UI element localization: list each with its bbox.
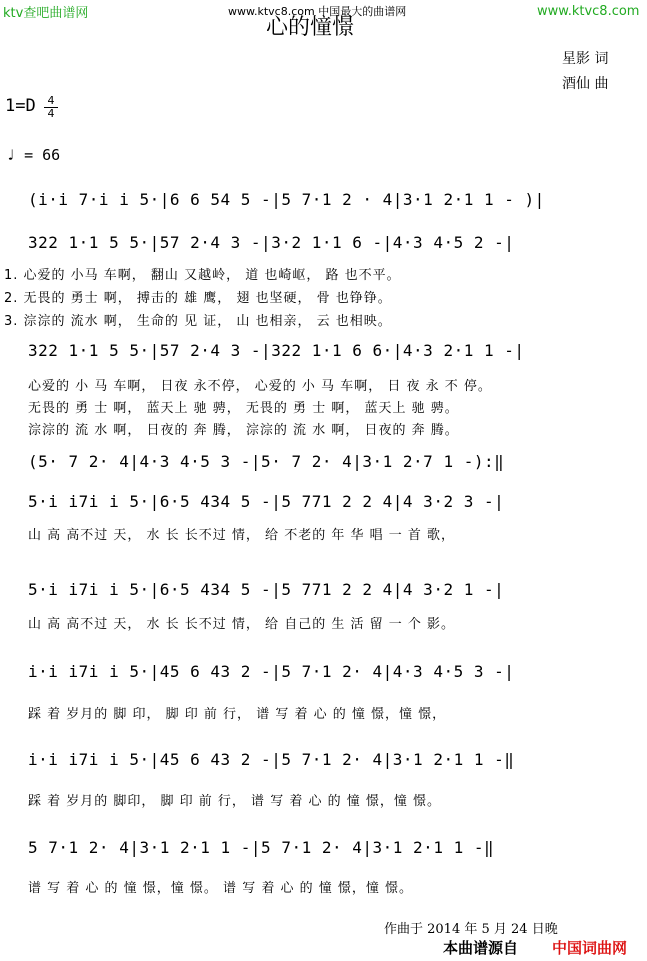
lyric-line: 山 高 高不过 天， 水 长 长不过 情， 给 自己的 生 活 留 一 个 影。 bbox=[28, 617, 455, 632]
source-site-name: 中国词曲网 bbox=[552, 939, 628, 957]
notation-line: 5 7·1 2· 4|3·1 2·1 1 -|5 7·1 2· 4|3·1 2·1 1 -‖ bbox=[28, 838, 495, 857]
lyric-line: 踩 着 岁月的 脚印， 脚 印 前 行， 谱 写 着 心 的 憧 憬，憧 憬。 bbox=[28, 794, 441, 809]
notation-line: i·i i7i i 5·|45 6 43 2 -|5 7·1 2· 4|3·1 2·1 1 -‖ bbox=[28, 750, 515, 769]
quarter-note-icon: ♩ bbox=[6, 146, 16, 164]
lyric-line: 淙淙的 流 水 啊， 日夜的 奔 腾， 淙淙的 流 水 啊， 日夜的 奔 腾。 bbox=[28, 423, 459, 438]
time-signature-bottom: 4 bbox=[47, 107, 55, 120]
header-right-site: www.ktvc8.com bbox=[537, 4, 640, 19]
lyricist-credit: 星影 词 bbox=[562, 51, 609, 67]
lyric-line: 3. 淙淙的 流水 啊， 生命的 见 证， 山 也相亲， 云 也相映。 bbox=[4, 314, 392, 329]
lyric-line: 踩 着 岁月的 脚 印， 脚 印 前 行， 谱 写 着 心 的 憧 憬，憧 憬， bbox=[28, 707, 447, 722]
tempo-mark bbox=[6, 146, 60, 164]
lyric-line: 山 高 高不过 天， 水 长 长不过 情， 给 不老的 年 华 唱 一 首 歌， bbox=[28, 528, 455, 543]
lyric-line: 1. 心爱的 小马 车啊， 翻山 又越岭， 道 也崎岖， 路 也不平。 bbox=[4, 268, 401, 283]
header-left-site: ktv查吧曲谱网 bbox=[3, 6, 89, 21]
source-label: 本曲谱源自 bbox=[443, 939, 519, 957]
composer-credit: 酒仙 曲 bbox=[562, 76, 609, 92]
lyric-line: 心爱的 小 马 车啊， 日夜 永不停， 心爱的 小 马 车啊， 日 夜 永 不 停。 bbox=[28, 379, 492, 394]
notation-line: (5· 7 2· 4|4·3 4·5 3 -|5· 7 2· 4|3·1 2·7 1 -):‖ bbox=[28, 452, 505, 471]
notation-line: (i·i 7·i i 5·|6 6 54 5 -|5 7·1 2 · 4|3·1 2·1 1 - )| bbox=[28, 190, 545, 209]
key-signature: 1=D bbox=[5, 96, 36, 116]
time-signature bbox=[44, 96, 58, 119]
lyric-line: 2. 无畏的 勇士 啊， 搏击的 雄 鹰， 翅 也坚硬， 骨 也铮铮。 bbox=[4, 291, 392, 306]
notation-line: 5·i i7i i 5·|6·5 434 5 -|5 771 2 2 4|4 3·2 3 -| bbox=[28, 492, 505, 511]
song-title: 心的憧憬 bbox=[266, 15, 355, 40]
lyric-line: 无畏的 勇 士 啊， 蓝天上 驰 骋， 无畏的 勇 士 啊， 蓝天上 驰 骋。 bbox=[28, 401, 459, 416]
header-center-site: www.ktvc8.com 中国最大的曲谱网 bbox=[228, 5, 407, 18]
composition-date: 作曲于 2014 年 5 月 24 日晚 bbox=[384, 922, 558, 937]
notation-line: 5·i i7i i 5·|6·5 434 5 -|5 771 2 2 4|4 3·2 1 -| bbox=[28, 580, 505, 599]
notation-line: 322 1·1 5 5·|57 2·4 3 -|322 1·1 6 6·|4·3 2·1 1 -| bbox=[28, 341, 525, 360]
time-signature-top: 4 bbox=[47, 94, 55, 107]
notation-line: 322 1·1 5 5·|57 2·4 3 -|3·2 1·1 6 -|4·3 4·5 2 -| bbox=[28, 233, 515, 252]
lyric-line: 谱 写 着 心 的 憧 憬，憧 憬。 谱 写 着 心 的 憧 憬，憧 憬。 bbox=[28, 881, 413, 896]
notation-line: i·i i7i i 5·|45 6 43 2 -|5 7·1 2· 4|4·3 4·5 3 -| bbox=[28, 662, 515, 681]
tempo-value: = 66 bbox=[24, 146, 61, 164]
